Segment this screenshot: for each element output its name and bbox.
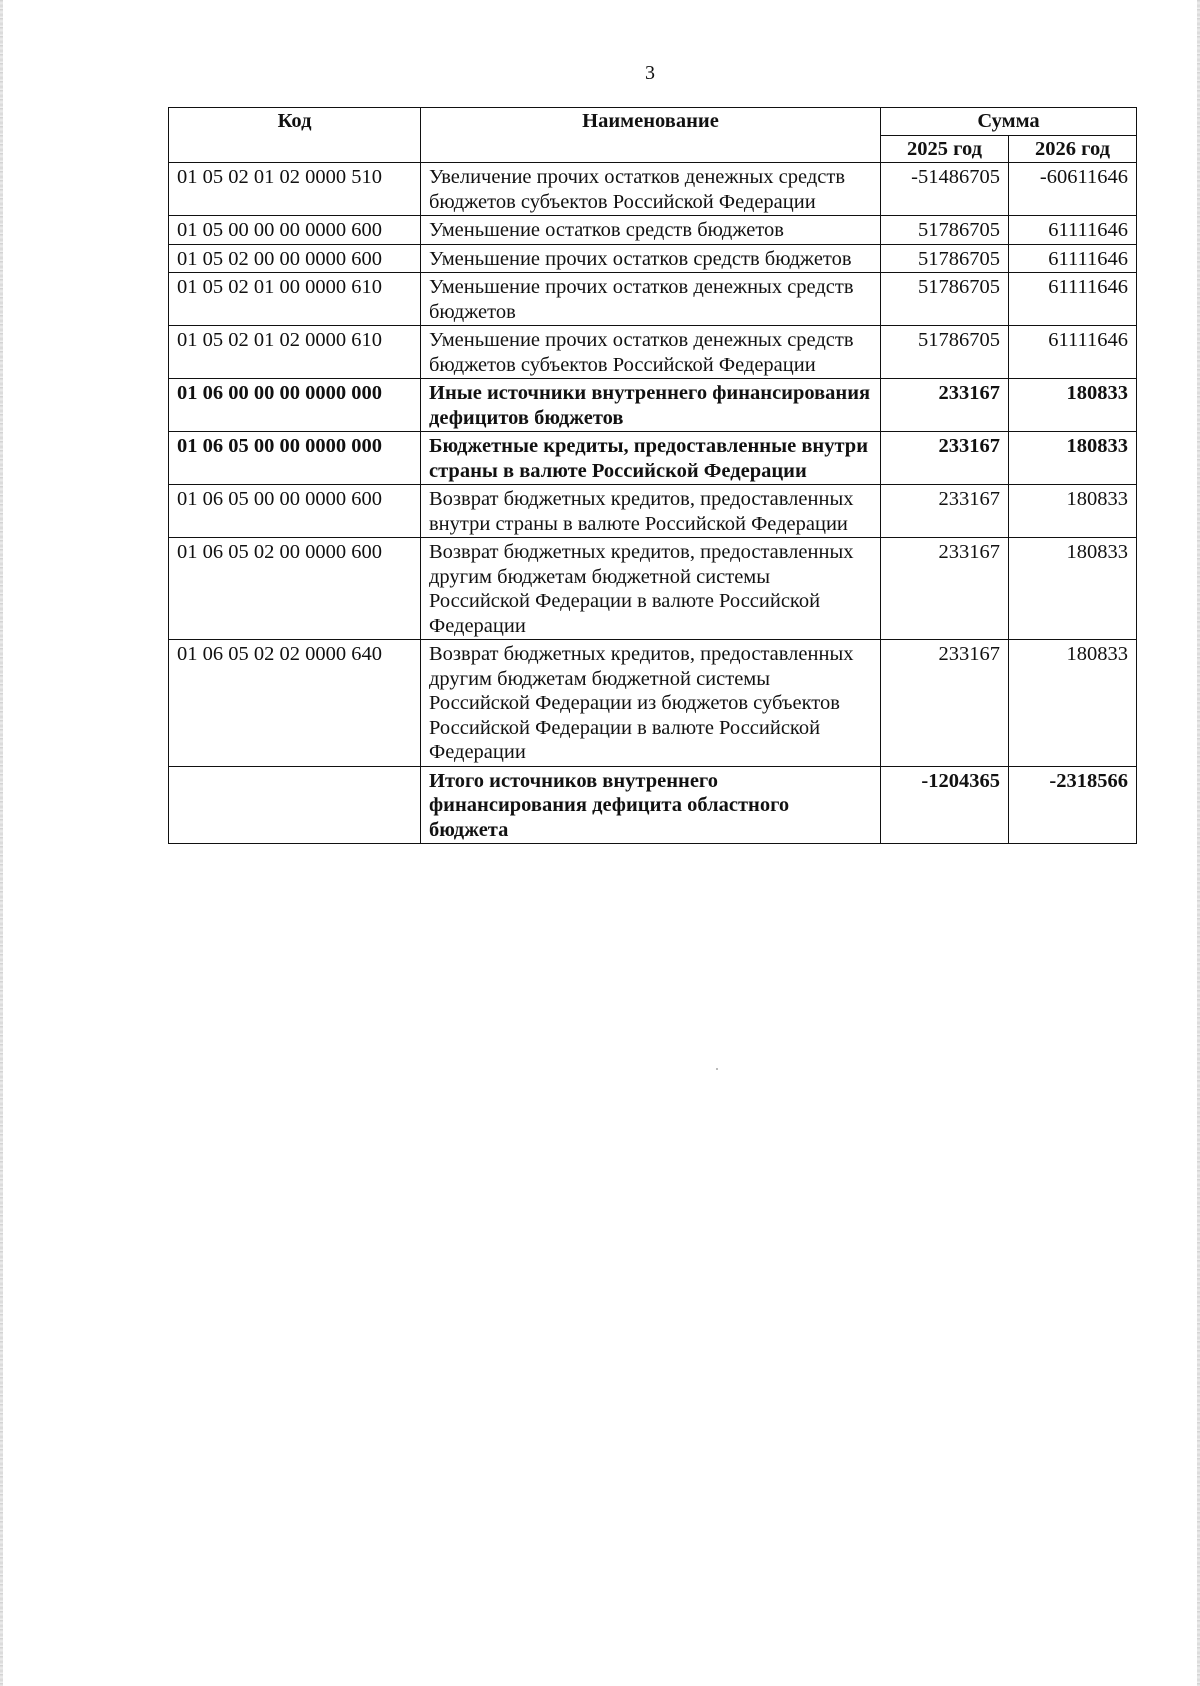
row-value-2026: 180833 <box>1009 640 1137 767</box>
row-name-cell: Уменьшение остатков средств бюджетов <box>421 216 881 245</box>
row-value-2025: 51786705 <box>881 216 1009 245</box>
row-value-2025: 233167 <box>881 485 1009 538</box>
row-value-2025: 51786705 <box>881 326 1009 379</box>
row-value-2025: -1204365 <box>881 766 1009 844</box>
row-name-cell: Уменьшение прочих остатков денежных средств бюджетов субъектов Российской Федерации <box>421 326 881 379</box>
row-value-2026: 180833 <box>1009 485 1137 538</box>
row-value-2025: 51786705 <box>881 273 1009 326</box>
table-body <box>169 163 1137 844</box>
row-code-cell: 01 06 05 02 00 0000 600 <box>169 538 421 640</box>
table-row <box>169 766 1137 844</box>
row-value-2025: -51486705 <box>881 163 1009 216</box>
row-value-2025: 233167 <box>881 432 1009 485</box>
row-name-cell: Итого источников внутреннего финансирования дефицита областного бюджета <box>421 766 881 844</box>
row-code-cell: 01 05 02 00 00 0000 600 <box>169 244 421 273</box>
header-year-2026: 2026 год <box>1009 135 1137 163</box>
row-name-cell: Иные источники внутреннего финансирования дефицитов бюджетов <box>421 379 881 432</box>
header-year-2025: 2025 год <box>881 135 1009 163</box>
scan-edge-left <box>0 0 3 1686</box>
table-row <box>169 163 1137 216</box>
table-row <box>169 538 1137 640</box>
row-name-cell: Возврат бюджетных кредитов, предоставленных другим бюджетам бюджетной системы Российской Федерации в валюте Российской Федерации <box>421 538 881 640</box>
table-row <box>169 216 1137 245</box>
table-row <box>169 432 1137 485</box>
row-value-2026: 61111646 <box>1009 326 1137 379</box>
row-code-cell: 01 05 00 00 00 0000 600 <box>169 216 421 245</box>
row-name-cell: Возврат бюджетных кредитов, предоставленных внутри страны в валюте Российской Федерации <box>421 485 881 538</box>
header-code: Код <box>169 108 421 163</box>
row-value-2026: 61111646 <box>1009 216 1137 245</box>
row-value-2025: 233167 <box>881 538 1009 640</box>
row-name-cell: Уменьшение прочих остатков денежных средств бюджетов <box>421 273 881 326</box>
row-code-cell: 01 05 02 01 02 0000 610 <box>169 326 421 379</box>
table-row <box>169 640 1137 767</box>
row-code-cell <box>169 766 421 844</box>
table-row <box>169 244 1137 273</box>
row-name-cell: Уменьшение прочих остатков средств бюджетов <box>421 244 881 273</box>
row-value-2026: -60611646 <box>1009 163 1137 216</box>
scan-speck <box>716 1068 718 1070</box>
row-value-2026: 61111646 <box>1009 244 1137 273</box>
row-code-cell: 01 06 05 00 00 0000 600 <box>169 485 421 538</box>
row-name-cell: Увеличение прочих остатков денежных средств бюджетов субъектов Российской Федерации <box>421 163 881 216</box>
row-value-2026: 180833 <box>1009 379 1137 432</box>
budget-sources-table <box>168 107 1137 844</box>
table-header <box>169 108 1137 163</box>
row-value-2025: 51786705 <box>881 244 1009 273</box>
header-name: Наименование <box>421 108 881 163</box>
header-sum: Сумма <box>881 108 1137 136</box>
page-number: 3 <box>645 62 655 84</box>
row-value-2026: 180833 <box>1009 538 1137 640</box>
row-value-2025: 233167 <box>881 379 1009 432</box>
table-row <box>169 273 1137 326</box>
table-row <box>169 485 1137 538</box>
row-code-cell: 01 05 02 01 00 0000 610 <box>169 273 421 326</box>
row-code-cell: 01 05 02 01 02 0000 510 <box>169 163 421 216</box>
table-row <box>169 326 1137 379</box>
table-row <box>169 379 1137 432</box>
row-code-cell: 01 06 00 00 00 0000 000 <box>169 379 421 432</box>
row-value-2026: 61111646 <box>1009 273 1137 326</box>
row-name-cell: Бюджетные кредиты, предоставленные внутри страны в валюте Российской Федерации <box>421 432 881 485</box>
row-value-2025: 233167 <box>881 640 1009 767</box>
row-value-2026: 180833 <box>1009 432 1137 485</box>
row-code-cell: 01 06 05 00 00 0000 000 <box>169 432 421 485</box>
row-name-cell: Возврат бюджетных кредитов, предоставленных другим бюджетам бюджетной системы Российской Федерации из бюджетов субъектов Российской Федерации в валюте Российской Федерации <box>421 640 881 767</box>
row-value-2026: -2318566 <box>1009 766 1137 844</box>
row-code-cell: 01 06 05 02 02 0000 640 <box>169 640 421 767</box>
